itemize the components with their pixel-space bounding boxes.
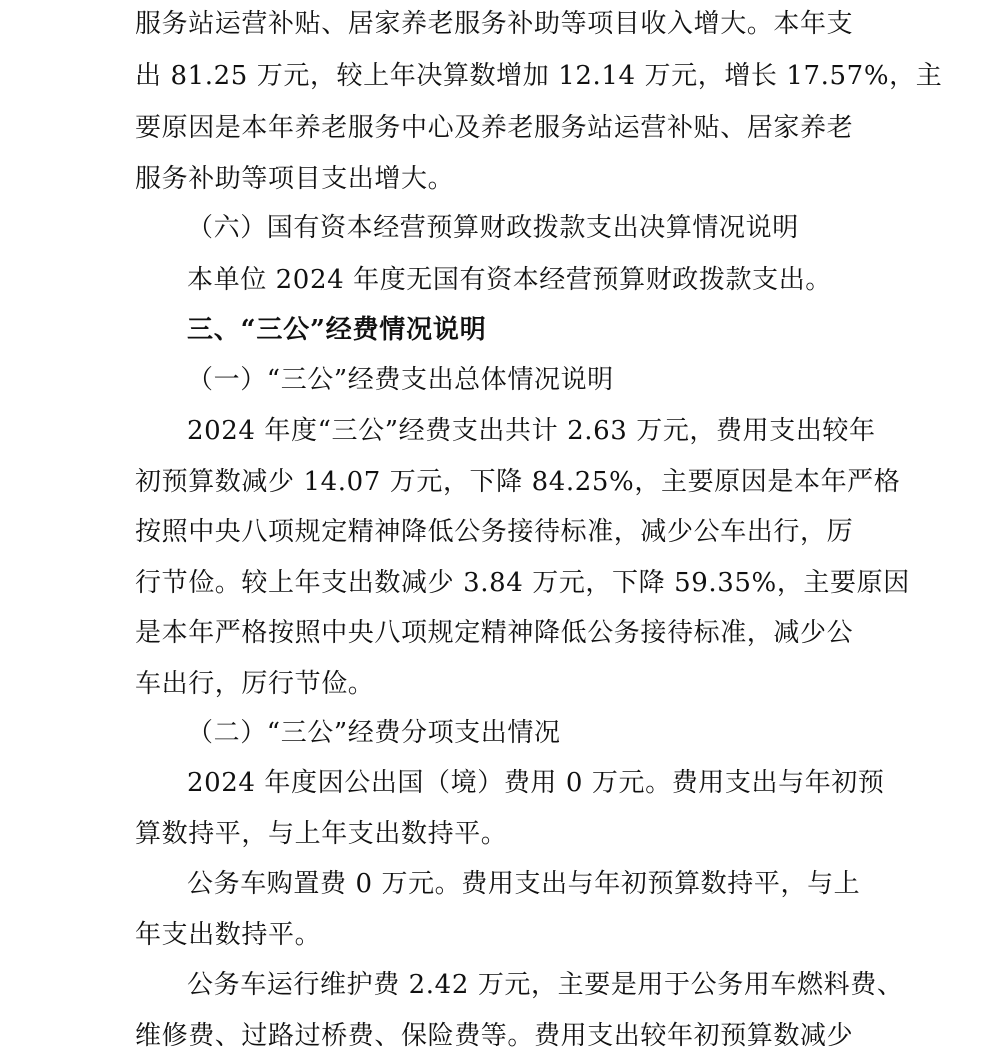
paragraph-line: 出 81.25 万元，较上年决算数增加 12.14 万元，增长 17.57%，主 [135,61,943,91]
subsection-1-heading: （一）“三公”经费支出总体情况说明 [187,365,614,395]
paragraph-line: 维修费、过路过桥费、保险费等。费用支出较年初预算数减少 [135,1021,854,1051]
paragraph-line: 2024 年度“三公”经费支出共计 2.63 万元，费用支出较年 [187,416,876,446]
paragraph-line: 服务站运营补贴、居家养老服务补助等项目收入增大。本年支 [135,9,854,39]
subsection-2-heading: （二）“三公”经费分项支出情况 [187,718,561,748]
paragraph-line: 年支出数持平。 [135,920,322,950]
section-6-heading: （六）国有资本经营预算财政拨款支出决算情况说明 [187,213,799,243]
paragraph-line: 行节俭。较上年支出数减少 3.84 万元，下降 59.35%，主要原因 [135,568,910,598]
paragraph-line: 初预算数减少 14.07 万元，下降 84.25%，主要原因是本年严格 [135,467,901,497]
section-3-heading: 三、“三公”经费情况说明 [187,315,487,345]
paragraph-line: 公务车运行维护费 2.42 万元，主要是用于公务用车燃料费、 [187,970,904,1000]
paragraph-line: 是本年严格按照中央八项规定精神降低公务接待标准，减少公 [135,618,854,648]
paragraph-line: 服务补助等项目支出增大。 [135,164,455,194]
paragraph-line: 算数持平，与上年支出数持平。 [135,819,508,849]
paragraph-line: 车出行，厉行节俭。 [135,669,375,699]
paragraph-line: 公务车购置费 0 万元。费用支出与年初预算数持平，与上 [187,869,861,899]
paragraph-line: 2024 年度因公出国（境）费用 0 万元。费用支出与年初预 [187,768,885,798]
paragraph-line: 按照中央八项规定精神降低公务接待标准，减少公车出行，厉 [135,517,854,547]
section-6-body: 本单位 2024 年度无国有资本经营预算财政拨款支出。 [187,265,832,295]
paragraph-line: 要原因是本年养老服务中心及养老服务站运营补贴、居家养老 [135,113,854,143]
